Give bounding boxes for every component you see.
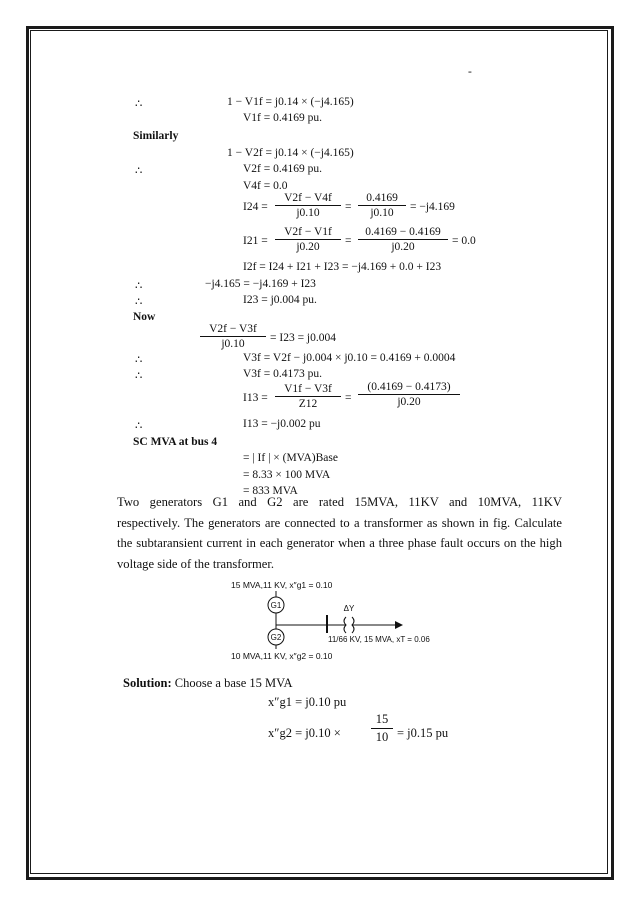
fraction-denominator: j0.20 (296, 241, 320, 253)
equals-sign: = (345, 235, 352, 247)
fraction-denominator: j0.20 (391, 241, 415, 253)
equation-line: = 8.33 × 100 MVA (243, 469, 331, 481)
therefore-symbol: ∴ (135, 98, 143, 110)
fraction-numerator: 0.4169 − 0.4169 (358, 226, 448, 240)
equation-line: V1f = 0.4169 pu. (243, 112, 322, 124)
solution-line: x″g1 = j0.10 pu (268, 695, 347, 709)
equals-sign: = (345, 201, 352, 213)
equation-line: = | If | × (MVA)Base (243, 452, 338, 464)
fraction (358, 226, 448, 253)
equation-line: I13 = −j0.002 pu (243, 418, 321, 430)
equation-line: V3f = 0.4173 pu. (243, 368, 322, 380)
fraction-denominator: j0.10 (221, 338, 245, 350)
therefore-symbol: ∴ (135, 280, 143, 292)
fraction-numerator: 0.4169 (358, 192, 406, 206)
equation-line: −j4.165 = −j4.169 + I23 (205, 278, 316, 290)
fraction (275, 383, 341, 410)
text-label: Similarly (133, 130, 179, 142)
equation-lhs: I21 = (243, 235, 268, 247)
equation-line: V2f = 0.4169 pu. (243, 163, 322, 175)
paragraph-line: respectively. The generators are connected to a transformer as shown in fig. Calculate (117, 515, 562, 530)
problem-paragraph (117, 492, 562, 574)
equation-line: = 833 MVA (243, 485, 298, 497)
equals-sign: = (345, 392, 352, 404)
fraction-denominator: j0.10 (296, 207, 320, 219)
g2-rating-label: 10 MVA,11 KV, x″g2 = 0.10 (231, 651, 333, 661)
equation-line: V4f = 0.0 (243, 180, 288, 192)
paragraph-line: the subtaransient current in each generator when a three phase fault occurs on the high (117, 536, 562, 550)
fraction (371, 712, 393, 745)
equation-lhs: I13 = (243, 392, 268, 404)
equation-line: I23 = j0.004 pu. (243, 294, 317, 306)
paragraph-line: Two generators G1 and G2 are rated 15MVA, 11KV and 10MVA, 11KV (117, 495, 562, 509)
therefore-symbol: ∴ (135, 165, 143, 177)
solution-label: Solution: (123, 676, 172, 690)
equation-line: I2f = I24 + I21 + I23 = −j4.169 + 0.0 + I23 (243, 261, 442, 273)
therefore-symbol: ∴ (135, 296, 143, 308)
fraction (275, 192, 341, 219)
fraction (358, 381, 460, 408)
therefore-symbol: ∴ (135, 354, 143, 366)
tick-mark: - (468, 66, 472, 78)
solution-line: = j0.15 pu (397, 726, 449, 740)
fraction-numerator: V2f − V1f (275, 226, 341, 240)
circuit-diagram (225, 575, 445, 665)
therefore-symbol: ∴ (135, 420, 143, 432)
fraction-denominator: j0.20 (397, 396, 421, 408)
g1-rating-label: 15 MVA,11 KV, x″g1 = 0.10 (231, 580, 333, 590)
fraction-denominator: Z12 (298, 398, 318, 410)
text-label: SC MVA at bus 4 (133, 436, 218, 448)
g1-label: G1 (270, 601, 282, 610)
fraction-numerator: V2f − V3f (200, 323, 266, 337)
g2-label: G2 (270, 633, 282, 642)
equation-line: V3f = V2f − j0.004 × j0.10 = 0.4169 + 0.0004 (243, 352, 456, 364)
equation-rhs: = −j4.169 (410, 201, 455, 213)
fraction-numerator: 15 (371, 712, 393, 729)
arrow-icon (395, 621, 403, 629)
fraction (275, 226, 341, 253)
fraction-numerator: V2f − V4f (275, 192, 341, 206)
fraction (200, 323, 266, 350)
fraction-numerator: V1f − V3f (275, 383, 341, 397)
fraction-denominator: 10 (375, 730, 389, 744)
solution-heading (123, 676, 293, 691)
fraction-numerator: (0.4169 − 0.4173) (358, 381, 460, 395)
equation-line: 1 − V2f = j0.14 × (−j4.165) (227, 147, 354, 159)
therefore-symbol: ∴ (135, 370, 143, 382)
equation-rhs: = 0.0 (452, 235, 476, 247)
fraction-denominator: j0.10 (370, 207, 394, 219)
transformer-rating-label: 11/66 KV, 15 MVA, xT = 0.06 (328, 635, 430, 644)
equation-rhs: = I23 = j0.004 (270, 332, 336, 344)
solution-text: Choose a base 15 MVA (174, 676, 293, 690)
text-label: Now (133, 311, 156, 323)
transformer-symbol-label: ΔY (343, 604, 355, 613)
paragraph-line: voltage side of the transformer. (117, 556, 275, 571)
equation-line: 1 − V1f = j0.14 × (−j4.165) (227, 96, 354, 108)
fraction (358, 192, 406, 219)
equation-lhs: I24 = (243, 201, 268, 213)
solution-line: x″g2 = j0.10 × (268, 726, 341, 740)
